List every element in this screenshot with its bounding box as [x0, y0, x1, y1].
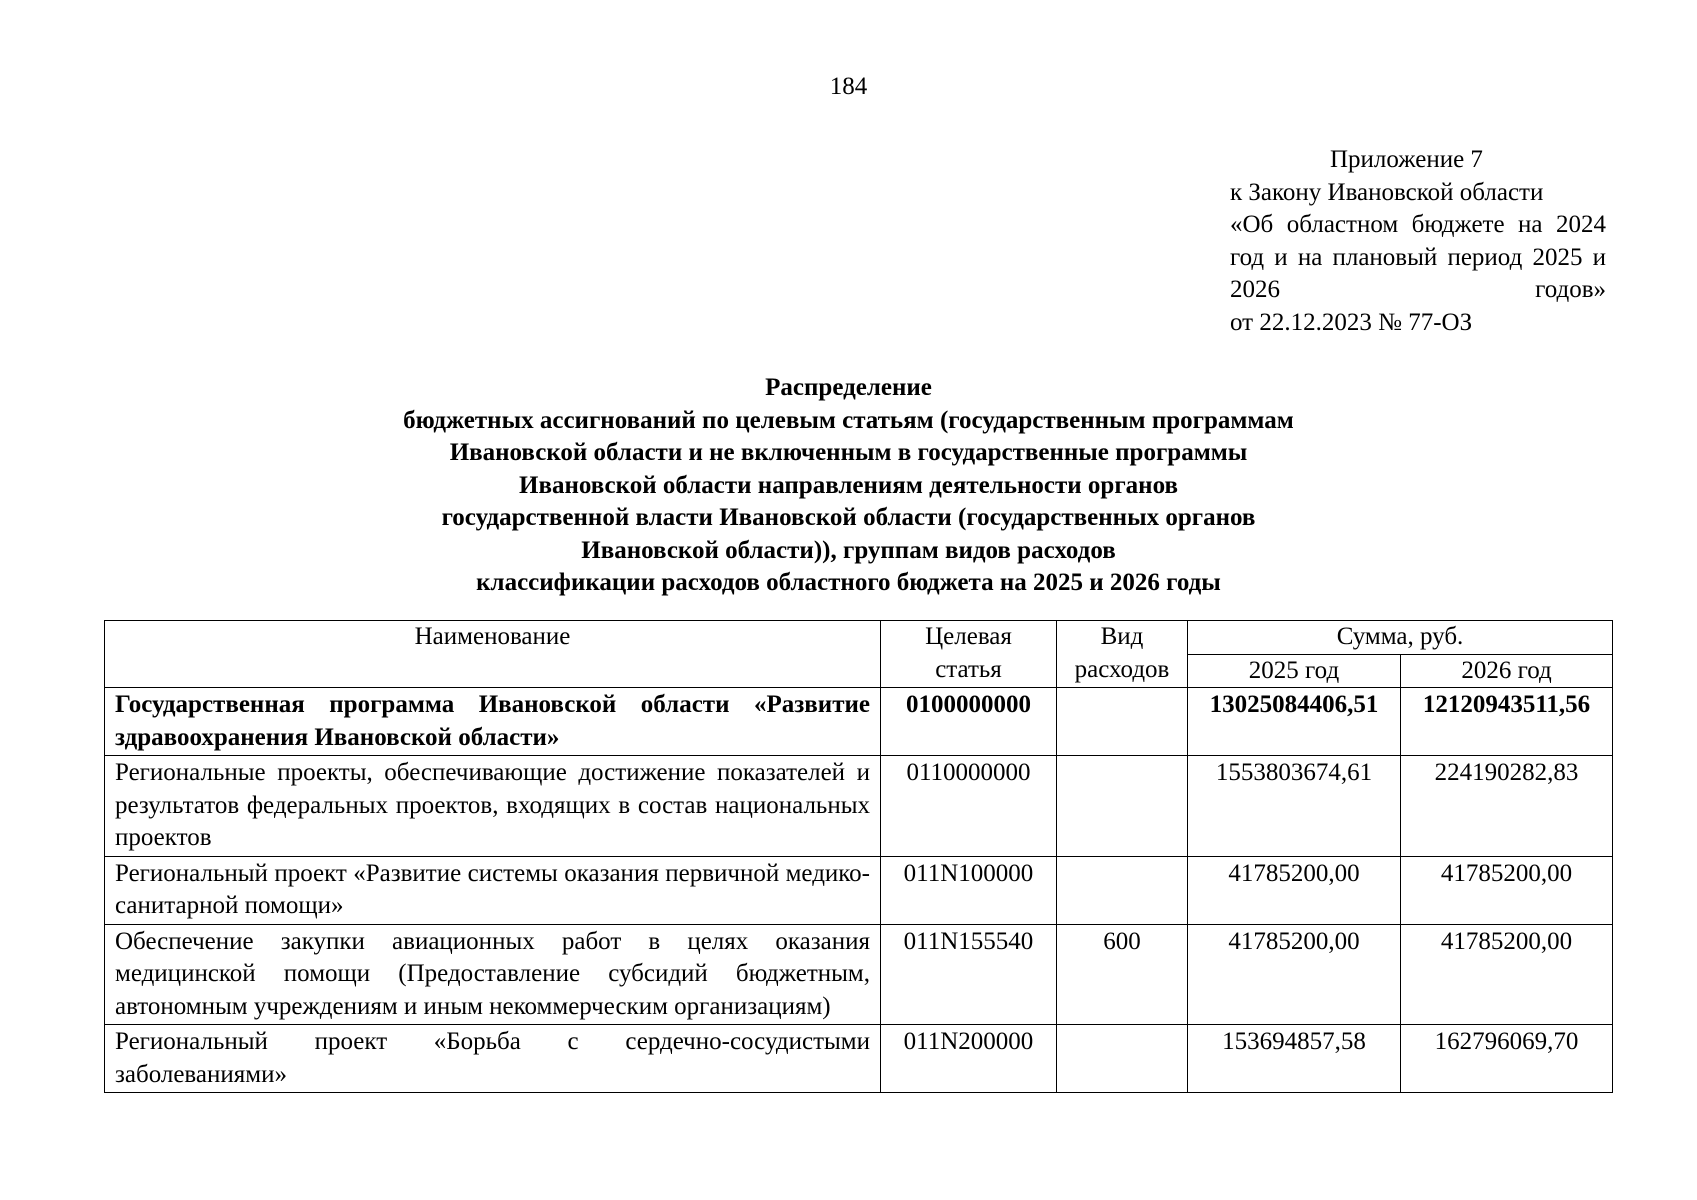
row-sum-2025: 41785200,00 [1188, 856, 1401, 924]
document-title [0, 372, 1697, 600]
row-expense-type [1057, 756, 1188, 857]
row-expense-type [1057, 856, 1188, 924]
table-row [105, 856, 1613, 924]
table-row [105, 688, 1613, 756]
title-line-2: бюджетных ассигнований по целевым статьям (государственным программам [403, 406, 1294, 434]
header-year-2026: 2026 год [1401, 654, 1613, 688]
row-sum-2025: 41785200,00 [1188, 924, 1401, 1025]
table-row [105, 756, 1613, 857]
row-expense-type [1057, 1025, 1188, 1093]
row-target-article: 011N155540 [881, 924, 1057, 1025]
appendix-law-name: «Об областном бюджете на 2024 год и на плановый период 2025 и 2026 годов» [1230, 211, 1606, 303]
header-expense-type: Вид расходов [1057, 621, 1188, 688]
row-target-article: 0100000000 [881, 688, 1057, 756]
budget-table [104, 620, 1613, 1093]
row-target-article: 011N100000 [881, 856, 1057, 924]
table-header-row [105, 621, 1613, 655]
row-sum-2026: 12120943511,56 [1401, 688, 1613, 756]
title-line-4: Ивановской области направлениям деятельности органов [519, 471, 1178, 499]
table-row [105, 1025, 1613, 1093]
row-sum-2026: 224190282,83 [1401, 756, 1613, 857]
row-sum-2026: 41785200,00 [1401, 924, 1613, 1025]
row-expense-type: 600 [1057, 924, 1188, 1025]
title-line-1: Распределение [765, 374, 932, 401]
row-name: Государственная программа Ивановской области «Развитие здравоохранения Ивановской области» [105, 688, 881, 756]
appendix-law-reference: к Закону Ивановской области [1230, 178, 1544, 206]
row-sum-2025: 153694857,58 [1188, 1025, 1401, 1093]
title-line-3: Ивановской области и не включенным в государственные программы [449, 439, 1248, 466]
row-sum-2026: 41785200,00 [1401, 856, 1613, 924]
row-sum-2026: 162796069,70 [1401, 1025, 1613, 1093]
title-line-6: Ивановской области)), группам видов расходов [581, 536, 1116, 564]
row-sum-2025: 1553803674,61 [1188, 756, 1401, 857]
row-name: Региональный проект «Борьба с сердечно-сосудистыми заболеваниями» [105, 1025, 881, 1093]
title-line-7: классификации расходов областного бюджета на 2025 и 2026 годы [476, 569, 1221, 596]
row-target-article: 011N200000 [881, 1025, 1057, 1093]
appendix-law-date: от 22.12.2023 № 77-ОЗ [1230, 308, 1473, 336]
appendix-block [1230, 144, 1606, 339]
header-sum: Сумма, руб. [1188, 621, 1613, 655]
header-year-2025: 2025 год [1188, 654, 1401, 688]
row-sum-2025: 13025084406,51 [1188, 688, 1401, 756]
header-target-article: Целевая статья [881, 621, 1057, 688]
appendix-title: Приложение 7 [1330, 146, 1483, 173]
row-expense-type [1057, 688, 1188, 756]
title-line-5: государственной власти Ивановской области (государственных органов [441, 504, 1256, 531]
row-target-article: 0110000000 [881, 756, 1057, 857]
table-row [105, 924, 1613, 1025]
row-name: Региональный проект «Развитие системы оказания первичной медико-санитарной помощи» [105, 856, 881, 924]
page-number: 184 [829, 73, 868, 100]
row-name: Региональные проекты, обеспечивающие достижение показателей и результатов федеральных проектов, входящих в состав национальных проектов [105, 756, 881, 857]
row-name: Обеспечение закупки авиационных работ в целях оказания медицинской помощи (Предоставление субсидий бюджетным, автономным учреждениям и иным некоммерческим организациям) [105, 924, 881, 1025]
header-name: Наименование [105, 621, 881, 688]
